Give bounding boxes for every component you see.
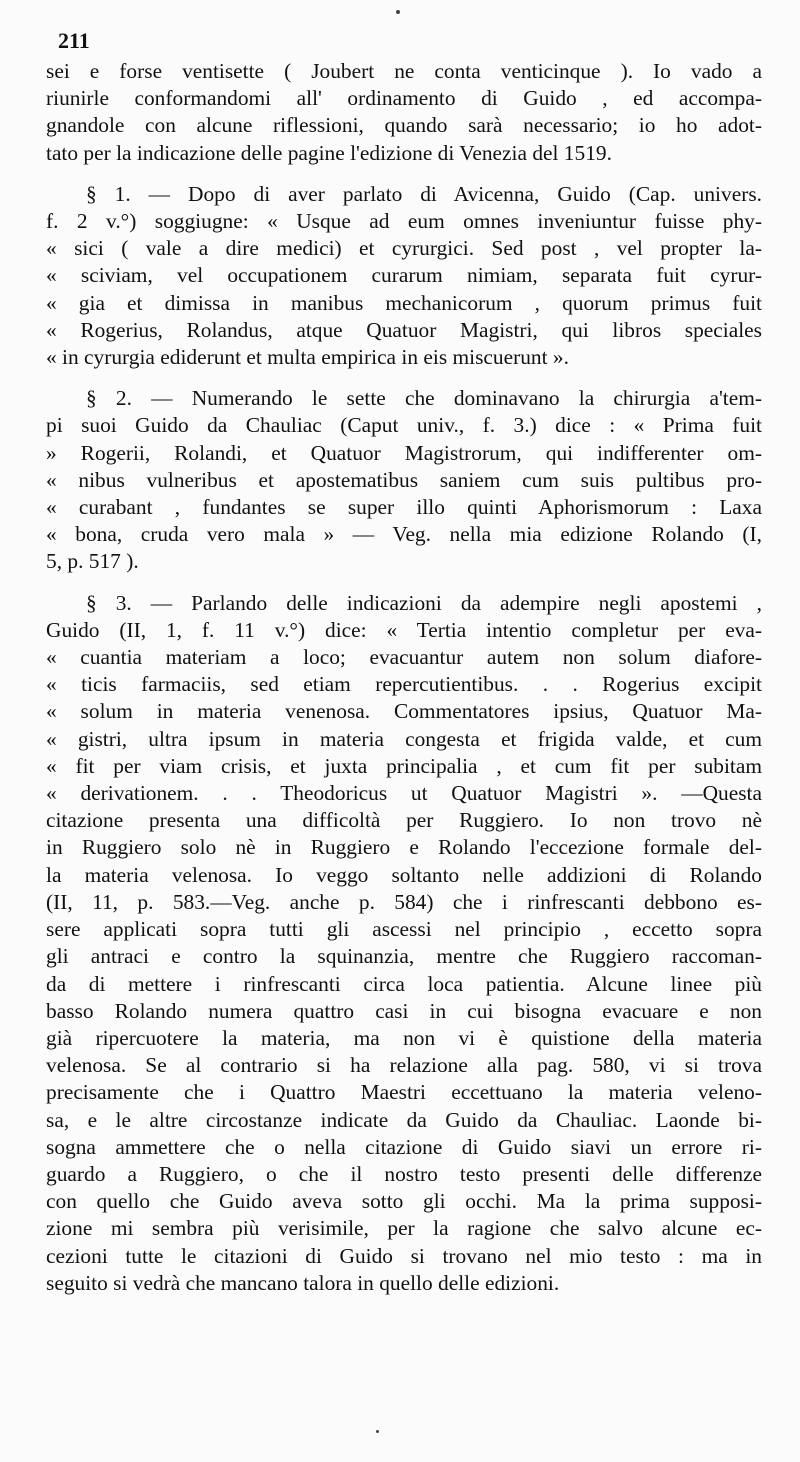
text-line: « ticis farmaciis, sed etiam repercutientibus. . . Rogerius excipit <box>46 672 762 697</box>
text-line: velenosa. Se al contrario si ha relazione alla pag. 580, vi si trova <box>46 1053 762 1078</box>
paragraph-section-1 <box>46 181 762 371</box>
text-line: « derivationem. . . Theodoricus ut Quatuor Magistri ». —Questa <box>46 781 762 806</box>
text-line: f. 2 v.°) soggiugne: « Usque ad eum omnes inveniuntur fuisse phy- <box>46 209 762 234</box>
paragraph-intro <box>46 58 762 167</box>
text-line: con quello che Guido aveva sotto gli occhi. Ma la prima supposi- <box>46 1189 762 1214</box>
text-line: la materia velenosa. Io veggo soltanto nelle addizioni di Rolando <box>46 862 762 887</box>
text-line: « gia et dimissa in manibus mechanicorum , quorum primus fuit <box>46 290 762 315</box>
text-line: « curabant , fundantes se super illo quinti Aphorismorum : Laxa <box>46 495 762 520</box>
paragraph-section-3 <box>46 590 762 1297</box>
ink-speck <box>396 10 400 14</box>
text-line: sei e forse ventisette ( Joubert ne conta venticinque ). Io vado a <box>46 59 762 83</box>
text-line: gnandole con alcune riflessioni, quando sarà necessario; io ho adot- <box>46 113 762 138</box>
text-line: « solum in materia venenosa. Commentatores ipsius, Quatuor Ma- <box>46 699 762 724</box>
text-line: basso Rolando numera quattro casi in cui bisogna evacuare e non <box>46 998 762 1023</box>
text-line: già ripercuotere la materia, ma non vi è quistione della materia <box>46 1025 762 1050</box>
text-line: « nibus vulneribus et apostematibus saniem cum suis pultibus pro- <box>46 467 762 492</box>
text-line: » Rogerii, Rolandi, et Quatuor Magistrorum, qui indifferenter om- <box>46 440 762 465</box>
text-line: § 2. — Numerando le sette che dominavano la chirurgia a'tem- <box>86 386 762 411</box>
text-line: « in cyrurgia ediderunt et multa empirica in eis miscuerunt ». <box>46 345 569 370</box>
text-line: zione mi sembra più verisimile, per la ragione che salvo alcune ec- <box>46 1216 762 1241</box>
page-number: 211 <box>58 28 90 53</box>
text-line: sa, e le altre circostanze indicate da Guido da Chauliac. Laonde bi- <box>46 1107 762 1132</box>
text-line: « sciviam, vel occupationem curarum nimiam, separata fuit cyrur- <box>46 263 762 288</box>
text-line: « bona, cruda vero mala » — Veg. nella mia edizione Rolando (I, <box>46 522 762 547</box>
text-line: riunirle conformandomi all' ordinamento di Guido , ed accompa- <box>46 86 762 111</box>
text-line: citazione presenta una difficoltà per Ruggiero. Io non trovo nè <box>46 808 762 833</box>
text-line: « cuantia materiam a loco; evacuantur autem non solum diafore- <box>46 645 762 670</box>
text-line: 5, p. 517 ). <box>46 549 139 574</box>
text-line: « gistri, ultra ipsum in materia congesta et frigida valde, et cum <box>46 726 762 751</box>
text-line: cezioni tutte le citazioni di Guido si trovano nel mio testo : ma in <box>46 1243 762 1268</box>
paragraph-section-2 <box>46 385 762 575</box>
text-line: in Ruggiero solo nè in Ruggiero e Rolando l'eccezione formale del- <box>46 835 762 860</box>
text-line: sere applicati sopra tutti gli ascessi nel principio , eccetto sopra <box>46 917 762 942</box>
text-line: § 1. — Dopo di aver parlato di Avicenna, Guido (Cap. univers. <box>86 181 762 206</box>
text-line: sogna ammettere che o nella citazione di Guido siavi un errore ri- <box>46 1134 762 1159</box>
text-line: (II, 11, p. 583.—Veg. anche p. 584) che i rinfrescanti debbono es- <box>46 889 762 914</box>
body-text <box>46 58 762 1297</box>
text-line: precisamente che i Quattro Maestri eccettuano la materia veleno- <box>46 1080 762 1105</box>
text-line: « sici ( vale a dire medici) et cyrurgici. Sed post , vel propter la- <box>46 236 762 261</box>
text-line: tato per la indicazione delle pagine l'edizione di Venezia del 1519. <box>46 140 612 165</box>
text-line: guardo a Ruggiero, o che il nostro testo presenti delle differenze <box>46 1161 762 1186</box>
text-line: § 3. — Parlando delle indicazioni da adempire negli apostemi , <box>86 590 762 615</box>
text-line: da di mettere i rinfrescanti circa loca patientia. Alcune linee più <box>46 971 762 996</box>
text-line: « fit per viam crisis, et juxta principalia , et cum fit per subitam <box>46 753 762 778</box>
text-line: pi suoi Guido da Chauliac (Caput univ., f. 3.) dice : « Prima fuit <box>46 413 762 438</box>
text-line: seguito si vedrà che mancano talora in quello delle edizioni. <box>46 1270 560 1295</box>
text-line: « Rogerius, Rolandus, atque Quatuor Magistri, qui libros speciales <box>46 317 762 342</box>
text-line: Guido (II, 1, f. 11 v.°) dice: « Tertia intentio completur per eva- <box>46 617 762 642</box>
ink-speck <box>376 1430 379 1433</box>
text-line: gli antraci e contro la squinanzia, mentre che Ruggiero raccoman- <box>46 944 762 969</box>
